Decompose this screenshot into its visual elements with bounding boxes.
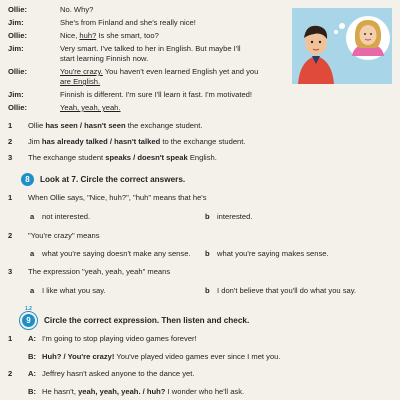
choice-option[interactable]: has already talked / hasn't talked [41, 137, 161, 146]
answer-option[interactable]: I like what you say. [42, 286, 106, 295]
dialog-label: A: [28, 334, 37, 343]
item-number: 3 [8, 267, 13, 276]
answer-option[interactable]: what you're saying doesn't make any sense. [42, 249, 191, 258]
dialogue-line: Yeah, yeah, yeah. [60, 103, 121, 112]
item-number: 3 [8, 153, 13, 162]
choice-option[interactable]: Huh? / You're crazy! [42, 352, 115, 361]
exercise-number-badge: 9 [22, 314, 35, 327]
item-number: 2 [8, 369, 13, 378]
thought-dot [339, 23, 345, 29]
choice-option[interactable]: has seen / hasn't seen [45, 121, 126, 130]
item-number: 1 [8, 334, 13, 343]
dialogue-line: Finnish is different. I'm sure I'll learn it fast. I'm motivated! [60, 90, 253, 99]
dialogue-line: Very smart. I've talked to her in English. But maybe I'll [60, 44, 241, 53]
item-number: 2 [8, 231, 13, 240]
dialog-label: A: [28, 369, 37, 378]
option-letter[interactable]: b [205, 212, 210, 221]
dialogue-line: You're crazy. You haven't even learned English yet and you [60, 67, 259, 76]
answer-option[interactable]: I don't believe that you'll do what you say. [217, 286, 357, 295]
option-letter[interactable]: a [30, 249, 35, 258]
option-letter[interactable]: a [30, 212, 35, 221]
dialogue-line: Nice, huh? Is she smart, too? [60, 31, 159, 40]
dialog-text: Jeffrey hasn't asked anyone to the dance yet. [42, 369, 195, 378]
dialog-text: He hasn't, yeah, yeah, yeah. / huh? I wonder who he'll ask. [42, 387, 245, 396]
item-number: 2 [8, 137, 13, 146]
option-letter[interactable]: b [205, 249, 210, 258]
thought-dot [334, 30, 338, 34]
answer-option[interactable]: what you're saying makes sense. [217, 249, 329, 258]
exercise-sentence: The exchange student speaks / doesn't speak English. [28, 153, 217, 162]
question-text: When Ollie says, "Nice, huh?", "huh" means that he's [28, 193, 207, 202]
dialog-text: Huh? / You're crazy! You've played video games ever since I met you. [42, 352, 281, 361]
option-letter[interactable]: a [30, 286, 35, 295]
dialogue-line: She's from Finland and she's really nice! [60, 18, 196, 27]
speaker: Jim: [8, 90, 24, 99]
speaker: Ollie: [8, 67, 27, 76]
exercise-instruction: Look at 7. Circle the correct answers. [40, 175, 186, 184]
girl-face [360, 25, 377, 45]
dialogue-line: start learning Finnish now. [60, 54, 149, 63]
choice-option[interactable]: yeah, yeah, yeah. / huh? [78, 387, 166, 396]
exercise-number-badge: 8 [21, 173, 34, 186]
option-letter[interactable]: b [205, 286, 210, 295]
answer-option[interactable]: interested. [217, 212, 253, 221]
boy-thinking-illustration [292, 8, 392, 84]
item-number: 1 [8, 121, 13, 130]
answer-option[interactable]: not interested. [42, 212, 91, 221]
exercise-sentence: Ollie has seen / hasn't seen the exchange student. [28, 121, 203, 130]
speaker: Ollie: [8, 103, 27, 112]
dialogue-line: No. Why? [60, 5, 94, 14]
item-number: 1 [8, 193, 13, 202]
dialog-label: B: [28, 387, 37, 396]
speaker: Ollie: [8, 5, 27, 14]
exercise-sentence: Jim has already talked / hasn't talked to the exchange student. [28, 137, 246, 146]
audio-track-number: 1.2 [25, 306, 32, 312]
speaker: Ollie: [8, 31, 27, 40]
question-text: "You're crazy" means [28, 231, 100, 240]
exercise-instruction: Circle the correct expression. Then listen and check. [44, 316, 250, 325]
speaker: Jim: [8, 44, 24, 53]
choice-option[interactable]: speaks / doesn't speak [105, 153, 188, 162]
dialog-label: B: [28, 352, 37, 361]
question-text: The expression "yeah, yeah, yeah" means [28, 267, 171, 276]
speaker: Jim: [8, 18, 24, 27]
dialog-text: I'm going to stop playing video games forever! [42, 334, 197, 343]
dialogue-line: are English. [60, 77, 101, 86]
